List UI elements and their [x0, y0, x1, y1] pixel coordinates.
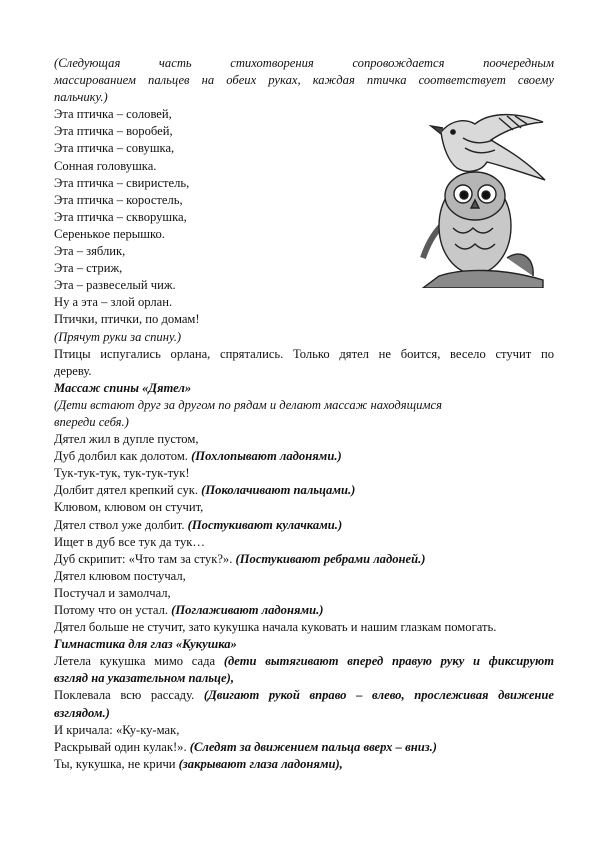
instruction-run: (Двигают рукой вправо – влево, прослеживая движение [203, 688, 554, 703]
text-run: Эта птичка – коростель, [54, 192, 183, 207]
text-run: массированием пальцев на обеих руках, каждая птичка соответствует своему [54, 73, 554, 88]
text-line [54, 568, 554, 585]
text-line [54, 619, 554, 636]
text-line [54, 482, 554, 499]
text-run: Эта птичка – соловей, [54, 107, 172, 122]
text-run: Дятел жил в дупле пустом, [54, 432, 199, 447]
text-line [54, 534, 554, 551]
text-line [54, 140, 554, 157]
text-line [54, 448, 554, 465]
text-line [54, 431, 554, 448]
text-run: (Дети встают друг за другом по рядам и делают массаж находящимся [54, 397, 442, 412]
text-line [54, 397, 554, 414]
text-run: Клювом, клювом он стучит, [54, 500, 204, 515]
text-line [54, 363, 554, 380]
instruction-run: (Постукивают ребрами ладоней.) [235, 551, 426, 566]
text-run: Тук-тук-тук, тук-тук-тук! [54, 466, 190, 481]
text-run: Поклевала всю рассаду. [54, 688, 204, 703]
text-line [54, 329, 554, 346]
text-run: И кричала: «Ку-ку-мак, [54, 722, 180, 737]
instruction-run: взглядом.) [54, 705, 110, 720]
text-line [54, 465, 554, 482]
text-run: (Следующая часть стихотворения сопровождается поочередным [54, 56, 554, 70]
text-line [54, 551, 554, 568]
text-run: (Прячут руки за спину.) [54, 329, 182, 344]
text-run: Ну а эта – злой орлан. [54, 295, 173, 310]
instruction-run: взгляд на указательном пальце), [54, 671, 234, 686]
text-run: впереди себя.) [54, 414, 129, 429]
instruction-run: (закрывают глаза ладонями), [178, 756, 343, 771]
text-run: Летела кукушка мимо сада [54, 654, 224, 669]
instruction-run: (Постукивают кулачками.) [187, 517, 343, 532]
text-line [54, 192, 554, 209]
text-run: Раскрывай один кулак!». [54, 739, 190, 754]
text-run: Дуб долбил как долотом. [54, 449, 192, 464]
text-run: Постучал и замолчал, [54, 585, 171, 600]
instruction-run: (Похлопывают ладонями.) [191, 449, 342, 464]
instruction-run: (дети вытягивают вперед правую руку и фиксируют [223, 654, 554, 669]
text-run: Птички, птички, по домам! [54, 312, 200, 327]
text-run: пальчику.) [54, 90, 108, 105]
text-run: Ищет в дуб все тук да тук… [54, 534, 205, 549]
text-line [54, 123, 554, 140]
text-run: Птицы испугались орлана, спрятались. Только дятел не боится, весело стучит по [54, 346, 554, 361]
text-run: Эта птичка – скворушка, [54, 209, 187, 224]
text-run: Дятел клювом постучал, [54, 568, 186, 583]
instruction-run: (Следят за движением пальца вверх – вниз.) [189, 739, 437, 754]
text-line [54, 277, 554, 294]
text-line [54, 294, 554, 311]
text-line [54, 209, 554, 226]
text-run: Потому что он устал. [54, 603, 172, 617]
text-run: Массаж спины «Дятел» [54, 380, 192, 395]
text-run: Эта – стриж, [54, 261, 123, 276]
text-line [54, 653, 554, 670]
text-line [54, 55, 554, 72]
text-line [54, 585, 554, 602]
text-line [54, 260, 554, 277]
text-line [54, 687, 554, 704]
text-line [54, 226, 554, 243]
text-line [54, 705, 554, 722]
text-run: Дуб скрипит: «Что там за стук?». [54, 551, 236, 566]
text-run: Гимнастика для глаз «Кукушка» [54, 637, 237, 652]
instruction-run: (Поглаживают ладонями.) [171, 603, 324, 617]
text-run: Ты, кукушка, не кричи [54, 756, 179, 771]
text-line [54, 158, 554, 175]
text-run: Дятел больше не стучит, зато кукушка начала куковать и нашим глазкам помогать. [54, 620, 497, 635]
text-run: Дятел ствол уже долбит. [54, 517, 188, 532]
instruction-run: (Поколачивают пальцами.) [201, 483, 356, 498]
text-run: дереву. [54, 363, 92, 378]
text-line [54, 106, 554, 123]
document-body [54, 55, 554, 773]
text-line [54, 89, 554, 106]
text-line [54, 722, 554, 739]
text-line [54, 499, 554, 516]
text-line [54, 636, 554, 653]
text-run: Эта птичка – совушка, [54, 141, 175, 156]
text-line [54, 517, 554, 534]
text-line [54, 739, 554, 756]
text-line [54, 311, 554, 328]
text-line [54, 602, 554, 619]
text-run: Эта птичка – свиристель, [54, 175, 190, 190]
text-line [54, 670, 554, 687]
text-run: Долбит дятел крепкий сук. [54, 483, 202, 498]
text-line [54, 346, 554, 363]
text-line [54, 72, 554, 89]
text-run: Эта – развеселый чиж. [54, 278, 176, 293]
text-line [54, 175, 554, 192]
text-run: Эта птичка – воробей, [54, 124, 173, 139]
text-line [54, 414, 554, 431]
text-line [54, 243, 554, 260]
text-line [54, 380, 554, 397]
text-line [54, 756, 554, 773]
text-run: Серенькое перышко. [54, 226, 165, 241]
text-run: Сонная головушка. [54, 158, 157, 173]
text-run: Эта – зяблик, [54, 244, 126, 259]
